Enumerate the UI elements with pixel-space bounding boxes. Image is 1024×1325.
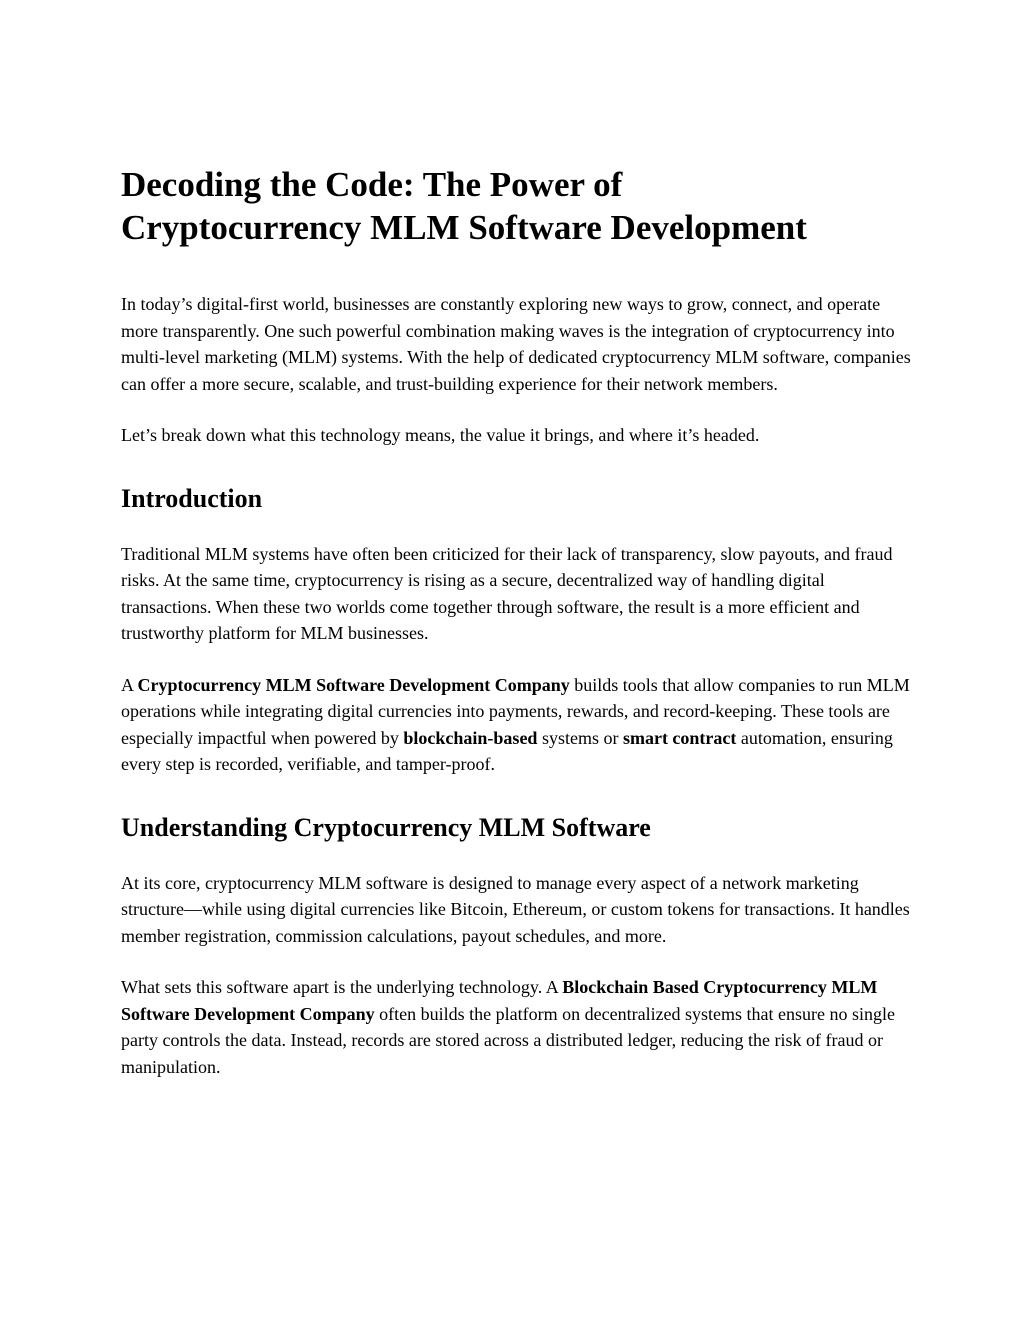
text-run: automation, ensuring every step is recorded, verifiable, and tamper-proof.	[121, 727, 893, 774]
text-run: systems or	[537, 727, 623, 748]
intro-paragraph: In today’s digital-first world, businesses are constantly exploring new ways to grow, connect, and operate more transparently. One such powerful combination making waves is the integration of cryptocurrency into multi-level marketing (MLM) systems. With the help of dedicated cryptocurrency MLM software, companies can offer a more secure, scalable, and trust-building experience for their network members.	[121, 294, 911, 394]
introduction-paragraph-2	[121, 672, 911, 778]
document-title	[121, 163, 911, 249]
title-line-1: Decoding the Code: The Power of	[121, 165, 623, 204]
text-run: builds tools that allow companies to run MLM operations while integrating digital currencies into payments, rewards, and record-keeping. These tools are especially impactful when powered by	[121, 674, 910, 748]
bold-phrase-smart-contract: smart contract	[622, 727, 737, 748]
bold-phrase-company: Cryptocurrency MLM Software Development Company	[137, 674, 570, 695]
introduction-paragraph-1: Traditional MLM systems have often been criticized for their lack of transparency, slow payouts, and fraud risks. At the same time, cryptocurrency is rising as a secure, decentralized way of handling digital transactions. When these two worlds come together through software, the result is a more efficient and trustworthy platform for MLM businesses.	[121, 543, 893, 643]
bold-phrase-blockchain-company: Blockchain Based Cryptocurrency MLM Software Development Company	[121, 977, 878, 1024]
document-body	[121, 163, 911, 1105]
section-heading-understanding: Understanding Cryptocurrency MLM Software	[121, 812, 651, 842]
text-run: often builds the platform on decentralized systems that ensure no single party controls the data. Instead, records are stored across a distributed ledger, reducing the risk of fraud or manipulation.	[121, 1003, 896, 1077]
understanding-paragraph-2	[121, 974, 911, 1080]
text-run: What sets this software apart is the underlying technology. A	[121, 977, 563, 997]
text-run: A	[121, 674, 138, 695]
section-heading-introduction: Introduction	[121, 483, 263, 513]
lead-paragraph: Let’s break down what this technology means, the value it brings, and where it’s headed.	[121, 425, 760, 445]
title-line-2: Cryptocurrency MLM Software Development	[121, 208, 807, 247]
understanding-paragraph-1: At its core, cryptocurrency MLM software is designed to manage every aspect of a network marketing structure—while using digital currencies like Bitcoin, Ethereum, or custom tokens for transactions. It handles member registration, commission calculations, payout schedules, and more.	[121, 872, 910, 946]
bold-phrase-blockchain: blockchain-based	[403, 727, 538, 748]
